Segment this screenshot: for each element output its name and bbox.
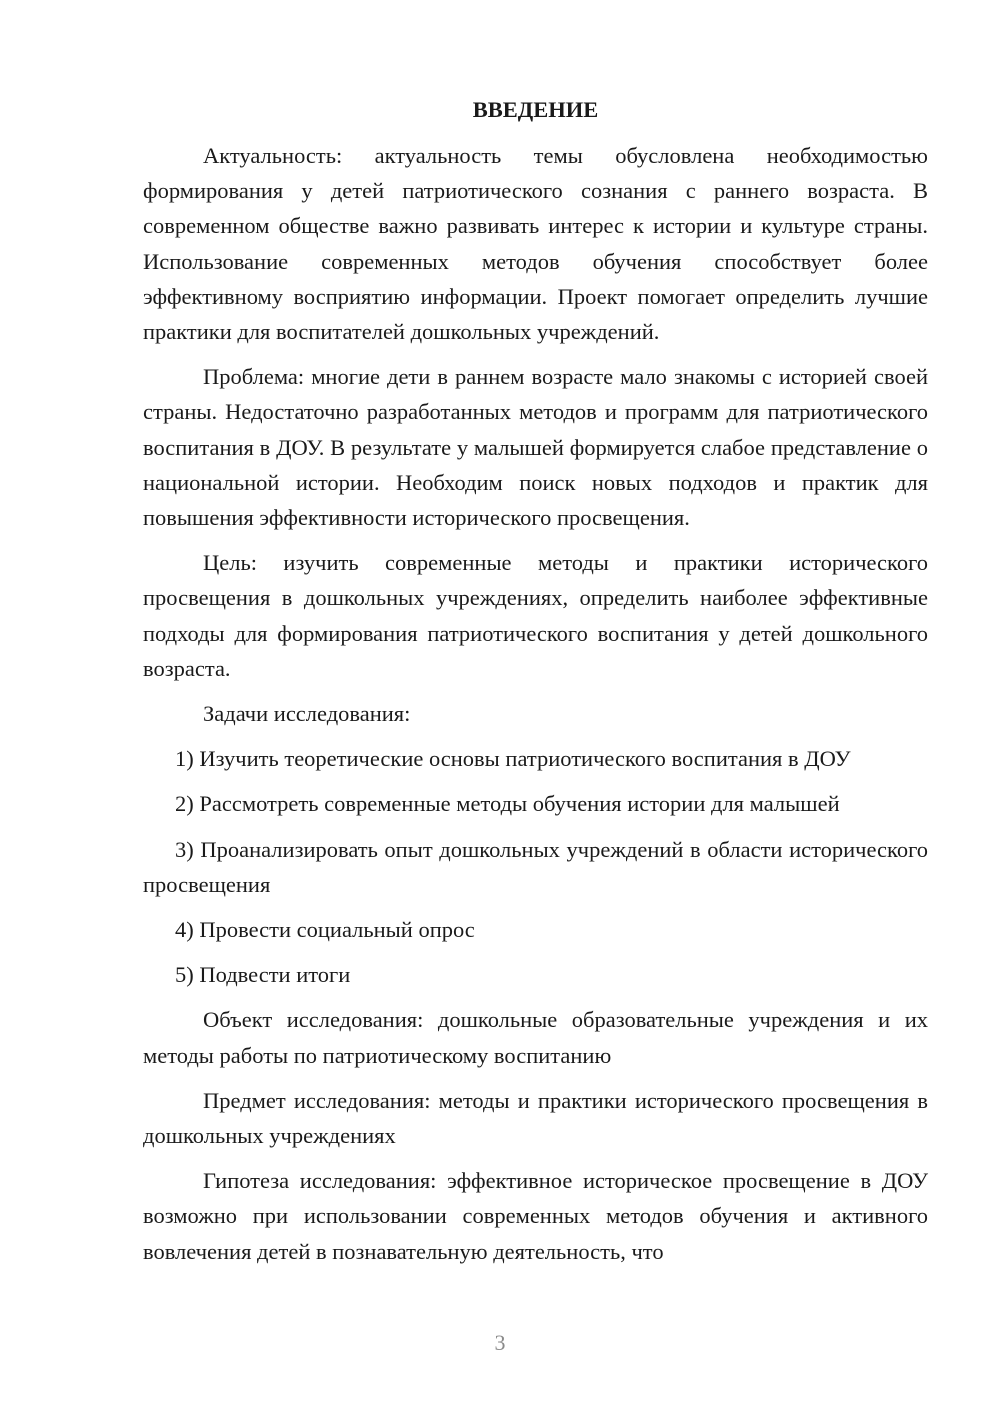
hypothesis-paragraph: Гипотеза исследования: эффективное историческое просвещение в ДОУ возможно при использовании современных методов обучения и активного вовлечения детей в познавательную деятельность, что [143,1168,928,1264]
page-content [143,92,928,1279]
task-item-5: 5) Подвести итоги [175,962,351,988]
tasks-heading: Задачи исследования: [203,701,411,727]
subject-paragraph: Предмет исследования: методы и практики исторического просвещения в дошкольных учреждениях [143,1087,928,1149]
task-item-2: 2) Рассмотреть современные методы обучения истории для малышей [175,791,840,817]
task-item-3: 3) Проанализировать опыт дошкольных учреждений в области исторического просвещения [143,836,928,897]
goal-paragraph: Цель: изучить современные методы и практики исторического просвещения в дошкольных учреждениях, определить наиболее эффективные подходы для формирования патриотического воспитания у детей дошкольного возраста. [143,550,928,681]
relevance-paragraph: Актуальность: актуальность темы обусловлена необходимостью формирования у детей патриотического сознания с раннего возраста. В современном обществе важно развивать интерес к истории и культуре страны. Использование современных методов обучения способствует более эффективному восприятию информации. Проект помогает определить лучшие практики для воспитателей дошкольных учреждений. [143,143,928,345]
section-title: ВВЕДЕНИЕ [472,97,599,122]
object-paragraph: Объект исследования: дошкольные образовательные учреждения и их методы работы по патриотическому воспитанию [143,1007,928,1068]
task-item-4: 4) Провести социальный опрос [175,917,475,943]
page-number: 3 [494,1330,506,1355]
task-item-1: 1) Изучить теоретические основы патриотического воспитания в ДОУ [175,746,851,772]
problem-paragraph: Проблема: многие дети в раннем возрасте мало знакомы с историей своей страны. Недостаточно разработанных методов и программ для патриотического воспитания в ДОУ. В результате у малышей формируется слабое представление о национальной истории. Необходим поиск новых подходов и практик для повышения эффективности исторического просвещения. [143,364,928,531]
